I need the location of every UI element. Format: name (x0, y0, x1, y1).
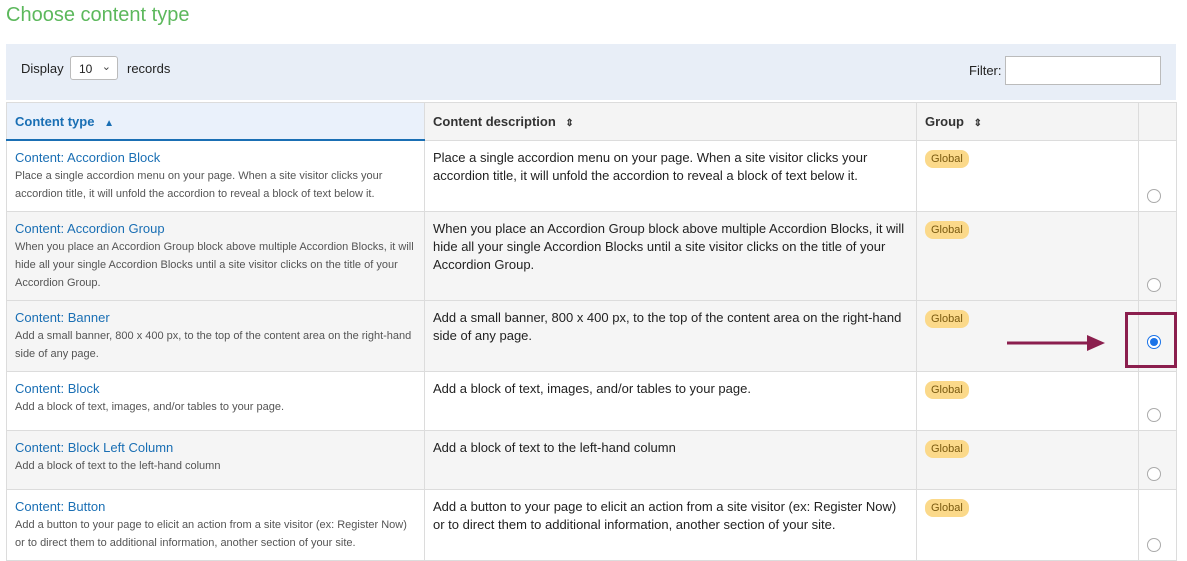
column-header-content-description[interactable] (425, 103, 917, 141)
page-title: Choose content type (6, 4, 190, 26)
content-type-cell (7, 140, 425, 212)
group-cell (917, 490, 1139, 561)
content-type-link[interactable]: Content: Accordion Block (15, 150, 161, 165)
table-row[interactable] (7, 212, 1177, 301)
group-cell (917, 212, 1139, 301)
select-cell (1139, 372, 1177, 431)
column-header-content-type[interactable] (7, 103, 425, 141)
content-type-summary: Add a block of text, images, and/or tables to your page. (15, 401, 285, 413)
content-type-cell (7, 372, 425, 431)
content-type-cell (7, 490, 425, 561)
column-header-label: Group (925, 113, 964, 129)
select-radio[interactable] (1147, 408, 1161, 422)
table-row[interactable] (7, 431, 1177, 490)
content-type-link[interactable]: Content: Banner (15, 310, 110, 325)
chevron-down-icon: ⌄ (101, 61, 111, 73)
content-type-cell (7, 431, 425, 490)
table-row[interactable] (7, 140, 1177, 212)
group-badge: Global (925, 221, 969, 239)
content-type-cell (7, 212, 425, 301)
table-row[interactable] (7, 372, 1177, 431)
table-row[interactable] (7, 490, 1177, 561)
display-label: Display (21, 61, 64, 76)
content-description-cell: Add a block of text, images, and/or tables to your page. (425, 372, 917, 431)
select-cell (1139, 140, 1177, 212)
select-cell (1139, 431, 1177, 490)
content-type-summary: Add a button to your page to elicit an action from a site visitor (ex: Register Now) or to direct them to additional information, another section of your site. (15, 519, 407, 549)
column-header-label: Content type (15, 113, 95, 129)
content-type-summary: When you place an Accordion Group block above multiple Accordion Blocks, it will hide all your single Accordion Blocks until a site visitor clicks on the title of your Accordion Group. (15, 241, 414, 289)
selection-highlight-box (1125, 312, 1177, 368)
sort-icon: ⇕ (973, 117, 983, 129)
content-type-summary: Add a block of text to the left-hand column (15, 460, 221, 472)
select-cell (1139, 490, 1177, 561)
group-badge: Global (925, 150, 969, 168)
content-type-summary: Place a single accordion menu on your page. When a site visitor clicks your accordion title, it will unfold the accordion to reveal a block of text below it. (15, 170, 383, 200)
content-type-link[interactable]: Content: Block (15, 381, 100, 396)
column-header-label: Content description (433, 113, 556, 129)
group-badge: Global (925, 499, 969, 517)
group-cell (917, 140, 1139, 212)
content-description-cell: Place a single accordion menu on your page. When a site visitor clicks your accordion title, it will unfold the accordion to reveal a block of text below it. (425, 140, 917, 212)
records-per-page-value: 10 (79, 62, 93, 76)
filter-label: Filter: (969, 63, 1002, 78)
select-radio[interactable] (1147, 278, 1161, 292)
group-badge: Global (925, 381, 969, 399)
content-description-cell: Add a small banner, 800 x 400 px, to the top of the content area on the right-hand side of any page. (425, 301, 917, 372)
content-type-link[interactable]: Content: Accordion Group (15, 221, 165, 236)
column-header-select (1139, 103, 1177, 141)
group-cell (917, 372, 1139, 431)
table-controls (6, 44, 1176, 100)
sort-icon: ⇕ (565, 117, 574, 129)
records-label: records (127, 61, 171, 76)
select-radio[interactable] (1147, 189, 1161, 203)
content-type-summary: Add a small banner, 800 x 400 px, to the top of the content area on the right-hand side of any page. (15, 330, 412, 360)
filter-input[interactable] (1005, 56, 1161, 85)
group-badge: Global (925, 440, 969, 458)
select-radio[interactable] (1147, 467, 1161, 481)
content-description-cell: When you place an Accordion Group block above multiple Accordion Blocks, it will hide all your single Accordion Blocks until a site visitor clicks on the title of your Accordion Group. (425, 212, 917, 301)
select-cell (1139, 212, 1177, 301)
table-row[interactable] (7, 301, 1177, 372)
column-header-group[interactable] (917, 103, 1139, 141)
content-type-link[interactable]: Content: Button (15, 499, 106, 514)
arrow-right-icon (1007, 333, 1107, 353)
records-per-page-select[interactable] (70, 56, 118, 80)
group-badge: Global (925, 310, 969, 328)
content-type-link[interactable]: Content: Block Left Column (15, 440, 174, 455)
content-type-table (6, 102, 1177, 561)
select-radio[interactable] (1147, 538, 1161, 552)
content-description-cell: Add a button to your page to elicit an action from a site visitor (ex: Register Now) or to direct them to additional information, another section of your site. (425, 490, 917, 561)
content-description-cell: Add a block of text to the left-hand column (425, 431, 917, 490)
content-type-cell (7, 301, 425, 372)
group-cell (917, 431, 1139, 490)
caret-up-icon: ▲ (104, 117, 114, 129)
